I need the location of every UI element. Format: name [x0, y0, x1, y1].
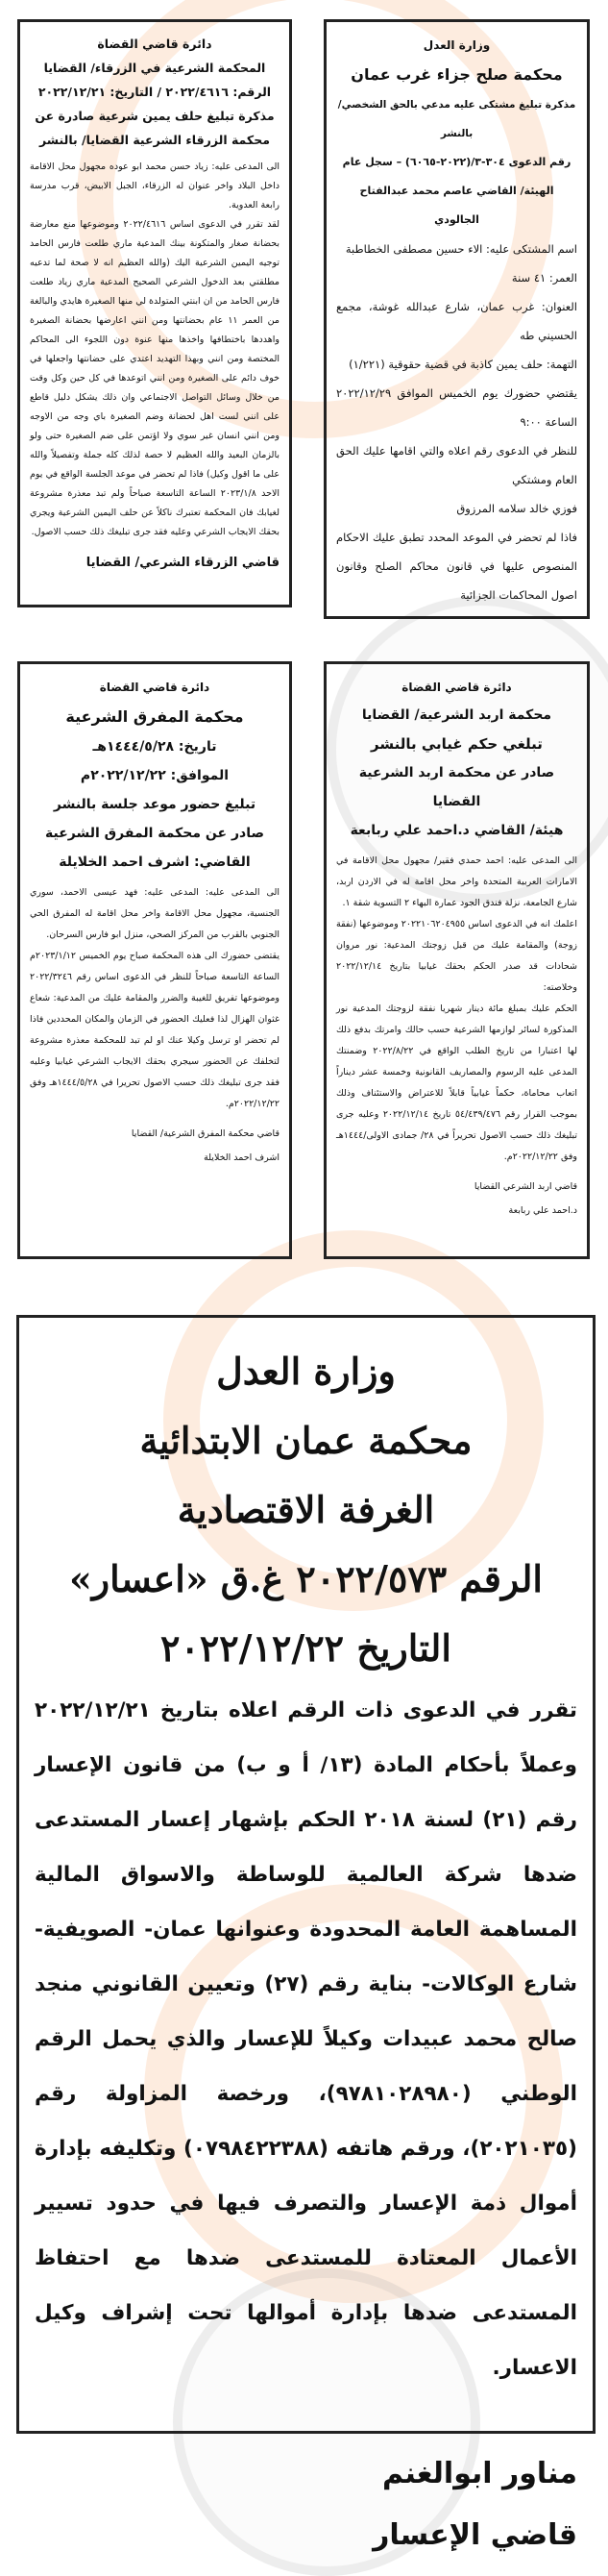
notice-header-line: وزارة العدل [423, 38, 491, 52]
notice-header-line: دائرة قاضي القضاة [99, 681, 210, 694]
notice-paragraph: اسم المشتكى عليه: الاء حسين مصطفى الخطاطبة [345, 242, 577, 256]
notice-header-line: محكمة المفرق الشرعية [65, 707, 244, 726]
notice-header-line: الغرفة الاقتصادية [177, 1488, 435, 1531]
notice-zarqa-sharia-court [17, 19, 292, 607]
notice-west-amman-court [324, 19, 590, 619]
notice-header-line: محكمة اربد الشرعية/ القضايا [361, 707, 552, 723]
notice-amman-insolvency [16, 1315, 596, 2552]
notice-case-number: الرقم ٢٠٢٢/٥٧٣ غ.ق «اعسار» [69, 1557, 543, 1600]
notice-mafraq-sharia-court [17, 661, 292, 1259]
notice-header-line: رقم الدعوى ٣٠٤-٣/(٢٠٢٢-٦٠٦٥) – سجل عام [342, 156, 572, 168]
notice-paragraph: الى المدعى عليه: احمد حمدي فقير/ مجهول محل الاقامة في الامارات العربية المتحدة واخر محل اقامة له في الاردن اربد، شارع الجامعة، نزلة فندق الجود عمارة البهاء ٢ التسوية شقة ١. [336, 855, 577, 908]
notice-header-line: الهيئة/ القاضي عاصم محمد عبدالفتاح الجالودي [359, 185, 554, 226]
notice-paragraph: العمر: ٤١ سنة [511, 271, 577, 285]
notice-header-line: محكمة الزرقاء الشرعية القضايا/ بالنشر [39, 133, 270, 147]
notice-paragraph: يقتضى حضورك الى هذه المحكمة صباح يوم الخميس ٢٠٢٣/١/١٢م الساعة التاسعة صباحاً للنظر في الدعوى اساس رقم ٢٠٢٢/٣٢٤٦ وموضوعها تفريق للغيبة والضرر والمقامة عليك من المدعية: شعاع غثوان الهزال لذا فعليك الحضور في الزمان والمكان المحددين فاذا لم تحضر او ترسل وكيلا عنك او لم تبد للمحكمة معذرة مشروعة لتخلفك عن الحضور سيجري بحقك الايجاب الشرعي غيابيا وعليه فقد جرى تبليغك ذلك حسب الاصول تحريرا في ١٤٤٤/٥/٢٨هـ وفق ٢٠٢٢/١٢/٢٢م. [30, 951, 280, 1109]
notice-header-line: محكمة عمان الابتدائية [139, 1419, 473, 1462]
notice-signature: قاضي محكمة المفرق الشرعية/ القضايا [131, 1128, 280, 1139]
notice-paragraph: الى المدعى عليه: زياد حسن محمد ابو عوده مجهول محل الاقامة داخل البلاد واخر عنوان له الزرقاء، الجبل الابيض، قرب مدرسة رابعة العدوية. [30, 161, 280, 211]
notice-signature: قاضي اربد الشرعي القضايا [474, 1181, 577, 1192]
notice-header-line: المحكمة الشرعية في الزرقاء/ القضايا [43, 61, 266, 75]
notice-paragraph: الحكم عليك بمبلغ مائة دينار شهريا نفقة لزوجتك المدعية نور المذكورة لسائر لوازمها الشرعية حسب حالك وامرتك بدفع ذلك لها اعتبارا من تاريخ الطلب الواقع في ٢٠٢٢/٨/٢٢ وضمنتك المدعى عليه الرسوم والمصاريف القانونية وخمسة عشر ديناراً اتعاب محاماة، حكماً غيابياً قابلاً للاعتراض والاستئناف وذلك بموجب القرار رقم ٥٤/٤٣٩/٤٧٦ تاريخ ٢٠٢٢/١٢/١٤ وعليه جرى تبليغك ذلك حسب الاصول تحريراً في ٢٨/ جمادى الاولى/١٤٤٤هـ وفق ٢٠٢٢/١٢/٢٢م. [336, 1003, 577, 1162]
notice-header-line: دائرة قاضي القضاة [401, 681, 512, 694]
notice-date: التاريخ ٢٠٢٢/١٢/٢٢ [160, 1626, 451, 1670]
notice-signature-name: اشرف احمد الخلايلة [204, 1152, 280, 1163]
notice-header-line: دائرة قاضي القضاة [97, 37, 212, 51]
notice-signature-name: مناور ابوالغنم [381, 2457, 577, 2490]
notice-header-line: صادر عن محكمة اربد الشرعية القضايا [358, 765, 555, 809]
notice-paragraph: للنظر في الدعوى رقم اعلاه والتي اقامها عليك الحق العام ومشتكي [336, 444, 577, 486]
notice-header-line: الرقم: ٢٠٢٢/٤٦١٦ / التاريخ: ٢٠٢٢/١٢/٢١ [37, 85, 272, 99]
notice-paragraph: العنوان: غرب عمان، شارع عبدالله غوشة، مجمع الحسيني طه [336, 300, 577, 342]
notice-header-line: تاريخ: ١٤٤٤/٥/٢٨هـ [92, 739, 217, 755]
notice-signature: قاضي الزرقاء الشرعي/ القضايا [85, 556, 280, 570]
notice-header-line: الموافق: ٢٠٢٢/١٢/٢٢م [80, 768, 230, 783]
notice-paragraph: اعلمك انه في الدعوى اساس ٢٠٢٢١٠٦٢٠٤٩٥٥ وموضوعها (نفقة زوجة) والمقامة عليك من قبل زوجتك المدعية: نور مروان شحادات قد صدر الحكم بحقك غيابيا بتاريخ ٢٠٢٢/١٢/١٤ وخلاصته: [336, 919, 577, 993]
notice-paragraph: فاذا لم تحضر في الموعد المحدد تطبق عليك الاحكام المنصوص عليها في قانون محاكم الصلح وقانون اصول المحاكمات الجزائية [336, 531, 577, 602]
notice-paragraph: تقرر في الدعوى ذات الرقم اعلاه بتاريخ ٢٠٢٢/١٢/٢١ وعملاً بأحكام المادة (١٣/ أ و ب) من قانون الإعسار رقم (٢١) لسنة ٢٠١٨ الحكم بإشهار إعسار المستدعى ضدها شركة العالمية للوساطة والاسواق المالية المساهمة العامة المحدودة وعنوانها عمان- الصويفية- شارع الوكالات- بناية رقم (٢٧) وتعيين القانوني منجد صالح محمد عبيدات وكيلاً للإعسار والذي يحمل الرقم الوطني (٩٧٨١٠٢٨٩٨٠)، ورخصة المزاولة رقم (٢٠٢١٠٣٥)، ورقم هاتفه (٠٧٩٨٤٢٢٣٨٨) وتكليفه بإدارة أموال ذمة الإعسار والتصرف فيها في حدود تسيير الأعمال المعتادة للمستدعى ضدها مع احتفاظ المستدعى ضدها بإدارة أموالها تحت إشراف وكيل الاعسار. [35, 1698, 578, 2380]
notice-header-line: تبليغ حضور موعد جلسة بالنشر [53, 797, 256, 812]
notice-header-line: محكمة صلح جزاء غرب عمان [351, 65, 563, 84]
notice-signature-title: قاضي الإعسار [373, 2518, 577, 2552]
notice-header-line: صادر عن محكمة المفرق الشرعية [45, 826, 264, 841]
notice-signature-name: د.احمد علي ربابعة [508, 1205, 577, 1216]
notice-header-line: هيئة/ القاضي د.احمد علي ربابعة [350, 823, 564, 838]
notice-irbid-sharia-court [324, 661, 590, 1259]
notice-paragraph: لقد تقرر في الدعوى اساس ٢٠٢٢/٤٦١٦ وموضوعها منع معارضة بحضانة صغار والمتكونة بينك المدعية ماري طلعت فارس الحامد توجيه اليمين الشرعية اليك (والله العظيم انه لا صحة لما تدعيه مطلقتي بعد الدخول الشرعي الصحيح المدعية ماري زياد طلعت فارس الحامد من ان ابنتي المتولدة لي منها الصغيرة هايدي والبالغة من العمر ١١ عام بحضانتها ومن انني اعارضها بحضانة الصغيرة واهددها باختطافها واخذها منها عنوة دون اللجوء الى المحاكم المختصة ومن انني وبهذا التهديد اعتدي على حضانتها واجعلها في خوف دائم على الصغيرة ومن انني اتوعدها في كل حين وكل وقت من خلال وسائل التواصل الاجتماعي وان ذلك يشكل دليل قاطع على انني لست اهل لحضانة وضم الصغيرة باي وجه من الاوجه ومن انني انسان غير سوي ولا اؤتمن على ضم الصغيرة حتى ولو بالزمان البعيد والله العظيم لا حصة لذلك كله جملة وتفصيلاً والله على ما اقول وكيل) فاذا لم تحضر في موعد الجلسة الواقع في يوم الاحد ٢٠٢٣/١/٨ الساعة التاسعة صباحاً ولم تبد معذرة مشروعة لغيابك فان المحكمة تعتبرك ناكلاً عن حلف اليمين الشرعية ويجري بحقك الايجاب الشرعي وعليه فقد جرى تبليغك ذلك حسب الاصول. [30, 219, 280, 537]
notice-header-line: تبلغي حكم غيابي بالنشر [371, 735, 543, 753]
notice-header-line: مذكرة تبليغ مشتكى عليه مدعي بالحق الشخصي/ بالنشر [337, 99, 576, 139]
notice-header-line: وزارة العدل [216, 1350, 396, 1393]
notice-paragraph: فوزي خالد سلامه المرزوق [456, 502, 577, 515]
notice-paragraph: الى المدعى عليه: المدعى عليه: فهد عيسى الاحمد، سوري الجنسية، مجهول محل الاقامة واخر محل اقامة له المفرق الحي الجنوبي بالقرب من المركز الصحي، منزل ابو فارس السرحان. [30, 887, 280, 940]
notice-header-line: مذكرة تبليغ حلف يمين شرعية صادرة عن [35, 109, 275, 123]
notice-header-line: القاضي: اشرف احمد الخلايلة [59, 855, 251, 870]
notice-paragraph: يقتضي حضورك يوم الخميس الموافق ٢٠٢٢/١٢/٢٩ الساعة ٩:٠٠ [336, 386, 577, 429]
notice-paragraph: التهمة: حلف يمين كاذبة في قضية حقوقية (١/٢٢١) [349, 358, 577, 371]
